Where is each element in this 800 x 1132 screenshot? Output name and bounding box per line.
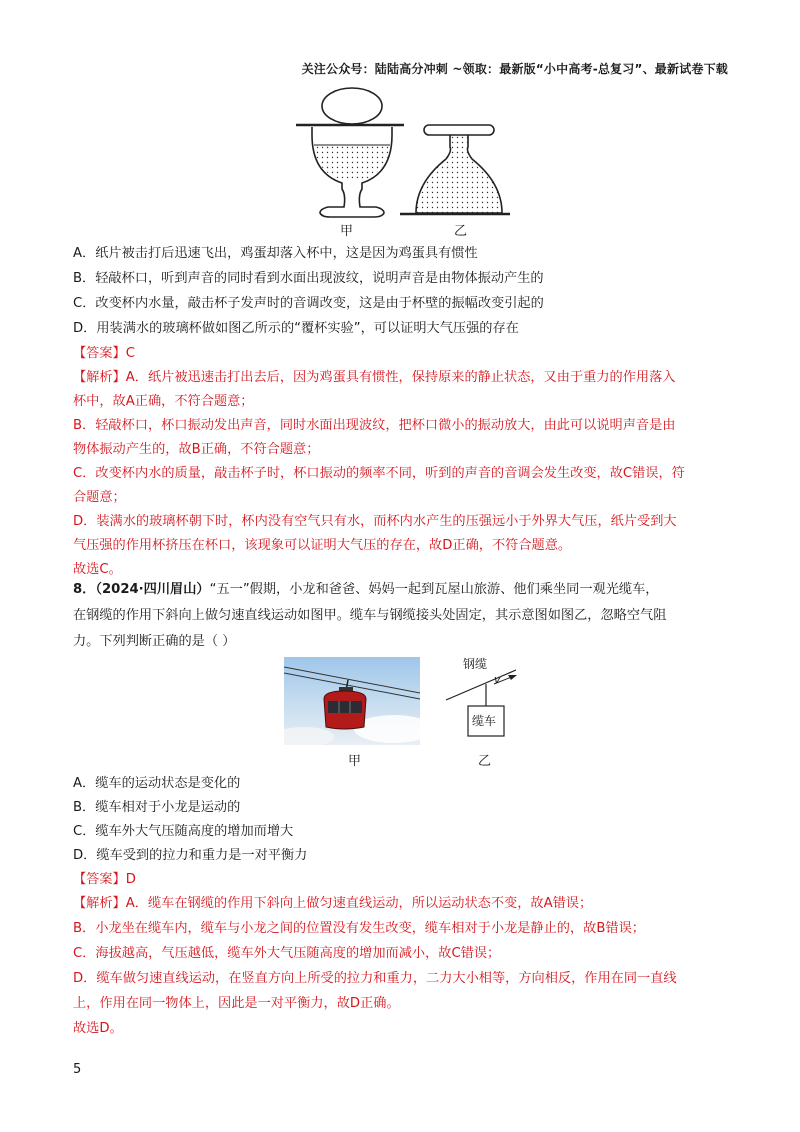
analysis-line: 【解析】A．缆车在钢缆的作用下斜向上做匀速直线运动，所以运动状态不变，故A错误；	[73, 896, 593, 911]
option-b: B．缆车相对于小龙是运动的	[73, 800, 241, 815]
diagram-label-car: 缆车	[472, 714, 497, 728]
question-number: 8．	[73, 582, 96, 597]
q8-fig-label-jia: 甲	[348, 754, 362, 769]
diagram-label-cable: 钢缆	[463, 657, 488, 671]
analysis-line: 气压强的作用杯挤压在杯口，该现象可以证明大气压的存在，故D正确，不符合题意。	[73, 538, 572, 553]
q7-fig-label-yi: 乙	[454, 224, 468, 239]
option-c: C．缆车外大气压随高度的增加而增大	[73, 824, 294, 839]
analysis-line: D．缆车做匀速直线运动，在竖直方向上所受的拉力和重力，二力大小相等，方向相反，作用在同一直线	[73, 971, 677, 986]
analysis-line: 杯中，故A正确，不符合题意；	[73, 394, 254, 409]
analysis-line: D．装满水的玻璃杯朝下时，杯内没有空气只有水，而杯内水产生的压强远小于外界大气压，纸片受到大	[73, 514, 677, 529]
option-c: C．改变杯内水量，敲击杯子发声时的音调改变，这是由于杯壁的振幅改变引起的	[73, 296, 544, 311]
question-stem: 在钢缆的作用下斜向上做匀速直线运动如图甲。缆车与钢缆接头处固定，其示意图如图乙，忽略空气阻	[73, 608, 667, 623]
answer	[73, 344, 135, 364]
option-a: A．纸片被击打后迅速飞出，鸡蛋却落入杯中，这是因为鸡蛋具有惯性	[73, 246, 478, 261]
analysis-line: C．海拔越高，气压越低，缆车外大气压随高度的增加而减小，故C错误；	[73, 946, 501, 961]
analysis-line: 故选C。	[73, 562, 122, 577]
q7-fig-label-jia: 甲	[340, 224, 354, 239]
figure-jia-cup	[296, 88, 404, 217]
answer-value: D	[125, 872, 136, 887]
question-source: （2024·四川眉山）	[95, 582, 210, 597]
analysis-line: B．轻敲杯口，杯口振动发出声音，同时水面出现波纹，把杯口微小的振动放大，由此可以说明声音是由	[73, 418, 676, 433]
analysis-line: 故选D。	[73, 1021, 123, 1036]
page-number: 5	[73, 1062, 82, 1077]
option-a: A．缆车的运动状态是变化的	[73, 776, 241, 791]
analysis-line: 【解析】A．纸片被迅速击打出去后，因为鸡蛋具有惯性，保持原来的静止状态，又由于重力的作用落入	[73, 370, 676, 385]
question-stem: 8．（2024·四川眉山）“五一”假期，小龙和爸爸、妈妈一起到瓦屋山旅游、他们乘坐同一观光缆车，	[73, 582, 659, 597]
page-header: 关注公众号：陆陆高分冲刺 ~领取：最新版“小中高考-总复习”、最新试卷下载	[301, 62, 728, 76]
analysis-line: C．改变杯内水的质量，敲击杯子时，杯口振动的频率不同，听到的声音的音调会发生改变，故C错误，符	[73, 466, 685, 481]
question-7	[73, 244, 729, 584]
answer-value: C	[125, 346, 135, 361]
cable-car-photo	[284, 657, 420, 745]
answer	[73, 870, 136, 890]
question-8-options	[73, 774, 729, 1044]
diagram-label-velocity: v	[494, 673, 501, 686]
option-d: D．用装满水的玻璃杯做如图乙所示的“覆杯实验”，可以证明大气压强的存在	[73, 321, 519, 336]
analysis-label: 【解析】	[73, 370, 126, 385]
option-b: B．轻敲杯口，听到声音的同时看到水面出现波纹，说明声音是由物体振动产生的	[73, 271, 544, 286]
analysis-label: 【解析】	[73, 896, 126, 911]
analysis-line: 合题意；	[73, 490, 126, 505]
answer-label: 【答案】	[73, 872, 126, 887]
analysis-line: 物体振动产生的，故B正确，不符合题意；	[73, 442, 320, 457]
question-stem: 力。下列判断正确的是（ ）	[73, 634, 236, 649]
option-d: D．缆车受到的拉力和重力是一对平衡力	[73, 848, 308, 863]
question-8	[73, 580, 729, 650]
analysis-line: B．小龙坐在缆车内，缆车与小龙之间的位置没有发生改变，缆车相对于小龙是静止的，故B错误；	[73, 921, 645, 936]
figure-yi-inverted-cup	[400, 125, 510, 214]
answer-label: 【答案】	[73, 346, 126, 361]
q8-fig-label-yi: 乙	[478, 754, 492, 769]
analysis-line: 上，作用在同一物体上，因此是一对平衡力，故D正确。	[73, 996, 400, 1011]
